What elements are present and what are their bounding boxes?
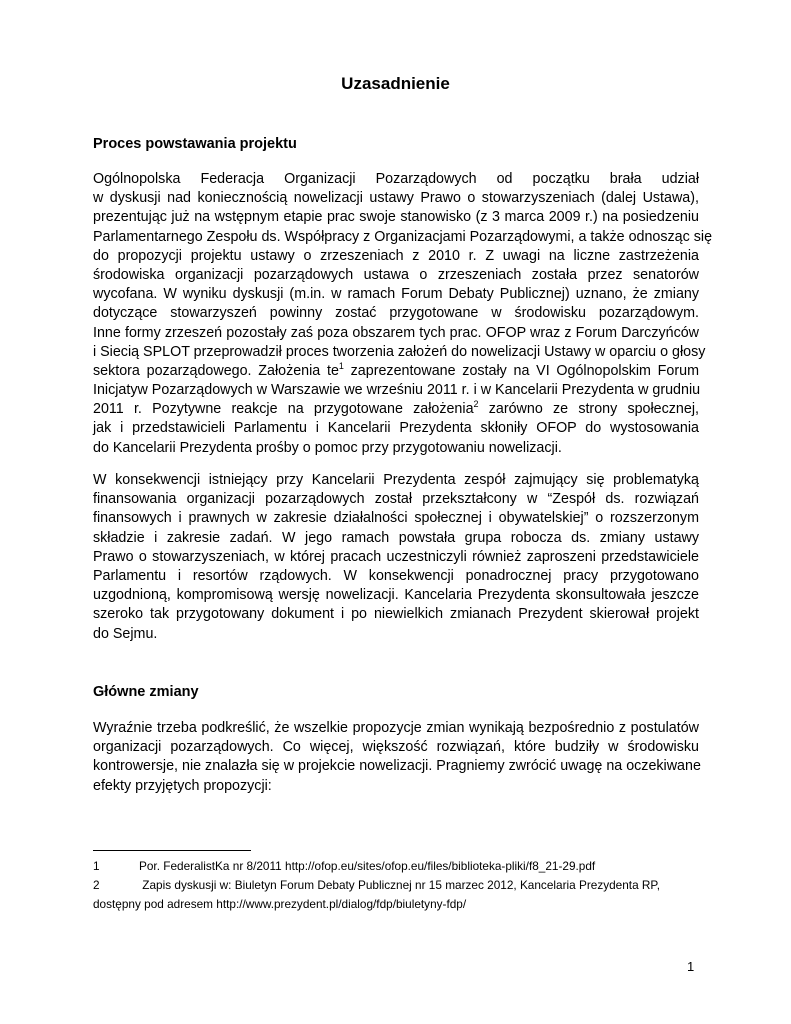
footnote-ref-2[interactable]: 2 <box>473 399 479 410</box>
text-line: efekty przyjętych propozycji: <box>93 777 272 794</box>
footnote-text[interactable]: Por. FederalistKa nr 8/2011 http://ofop.eu/sites/ofop.eu/files/biblioteka-pliki/f8_21-29.pdf <box>139 859 596 873</box>
text-line: do propozycji projektu ustawy o zrzeszeniach z 2010 r. Z uwagi na liczne zastrzeżenia <box>93 247 699 264</box>
text-segment: 2011 r. Pozytywne reakcje na przygotowane założenia <box>93 401 474 418</box>
text-line: dotyczące stowarzyszeń powinny zostać przygotowane w środowisku pozarządowym. <box>93 305 699 322</box>
text-line: Parlamentarnego Zespołu ds. Współpracy z Organizacjami Pozarządowymi, a także odnosząc się <box>93 228 713 245</box>
text-line: szeroko tak przygotowany dokument i po niewielkich zmianach Prezydent skierował projekt <box>93 606 699 623</box>
footnotes <box>93 857 699 914</box>
text-line: finansowania organizacji pozarządowych został przekształcony w “Zespół ds. rozwiązań <box>93 491 699 508</box>
paragraph-proces-2 <box>93 471 699 644</box>
text-line: wycofana. W wyniku dyskusji (m.in. w ramach Forum Debaty Publicznej) uznano, że zmiany <box>93 286 699 303</box>
footnote-ref-1[interactable]: 1 <box>338 361 344 372</box>
text-line-with-footnote-1 <box>93 362 699 381</box>
section-heading-glowne-zmiany: Główne zmiany <box>93 684 199 700</box>
paragraph-glowne-zmiany <box>93 719 699 796</box>
text-line: Parlamentu i resortów rządowych. W konsekwencji ponadrocznej pracy przygotowano <box>93 567 699 584</box>
text-segment: zaprezentowane zostały na VI Ogólnopolskim Forum <box>343 362 699 379</box>
text-line: składzie i zakresie zadań. W jego ramach powstała grupa robocza ds. zmiany ustawy <box>93 529 699 546</box>
text-segment: sektora pozarządowego. Założenia te <box>93 362 339 379</box>
text-line: prezentując już na wstępnym etapie prac swoje stanowisko (z 3 marca 2009 r.) na posiedzeniu <box>93 209 699 226</box>
text-line: Inne formy zrzeszeń pozostały zaś poza obszarem tych prac. OFOP wraz z Forum Darczyńców <box>93 324 699 341</box>
footnote-separator <box>93 850 251 851</box>
text-line: uzgodnioną, kompromisową wersję nowelizacji. Kancelaria Prezydenta skonsultowała jeszcze <box>93 587 699 604</box>
text-line: kontrowersje, nie znalazła się w projekcie nowelizacji. Pragniemy zwrócić uwagę na oczekiwane <box>93 758 701 775</box>
text-line: do Sejmu. <box>93 625 158 642</box>
text-line: Inicjatyw Pozarządowych w Warszawie we wrześniu 2011 r. i w Kancelarii Prezydenta w grudniu <box>93 382 701 399</box>
section-heading-proces: Proces powstawania projektu <box>93 136 297 152</box>
page-number: 1 <box>687 959 695 974</box>
footnote-1 <box>93 857 699 876</box>
paragraph-proces-1 <box>93 170 713 458</box>
text-line: w dyskusji nad koniecznością nowelizacji ustawy Prawo o stowarzyszeniach (dalej Ustawa), <box>93 190 699 207</box>
page-title: Uzasadnienie <box>341 74 450 93</box>
footnote-2-continuation[interactable]: dostępny pod adresem http://www.prezydent.pl/dialog/fdp/biuletyny-fdp/ <box>93 897 467 911</box>
text-line: W konsekwencji istniejący przy Kancelarii Prezydenta zespół zajmujący się problematyką <box>93 472 699 488</box>
text-line: Wyraźnie trzeba podkreślić, że wszelkie propozycje zmian wynikają bezpośrednio z postulatów <box>93 720 699 736</box>
text-line-with-footnote-2 <box>93 400 699 419</box>
text-line: i Siecią SPLOT przeprowadził proces tworzenia założeń do nowelizacji Ustawy w oparciu o głosy <box>93 343 706 360</box>
text-line: jak i przedstawicieli Parlamentu i Kancelarii Prezydenta skłoniły OFOP do wystosowania <box>93 420 699 437</box>
text-segment: zarówno ze strony społecznej, <box>478 401 699 418</box>
text-line: Prawo o stowarzyszeniach, w której pracach uczestniczyli również zaproszeni przedstawiciele <box>93 548 699 565</box>
footnote-number: 1 <box>93 859 100 873</box>
footnote-text: Zapis dyskusji w: Biuletyn Forum Debaty Publicznej nr 15 marzec 2012, Kancelaria Prezydenta RP, <box>139 878 661 892</box>
text-line: Ogólnopolska Federacja Organizacji Pozarządowych od początku brała udział <box>93 171 699 187</box>
text-line: do Kancelarii Prezydenta prośby o pomoc przy przygotowaniu nowelizacji. <box>93 439 562 456</box>
footnote-number: 2 <box>93 878 100 892</box>
text-line: finansowych i prawnych w zakresie działalności społecznej i obywatelskiej” o rozszerzonym <box>93 510 699 527</box>
text-line: organizacji pozarządowych. Co więcej, większość rozwiązań, które budziły w środowisku <box>93 739 699 756</box>
footnote-2 <box>93 876 699 895</box>
text-line: środowiska organizacji pozarządowych ustawa o zrzeszeniach została przez senatorów <box>93 266 699 283</box>
